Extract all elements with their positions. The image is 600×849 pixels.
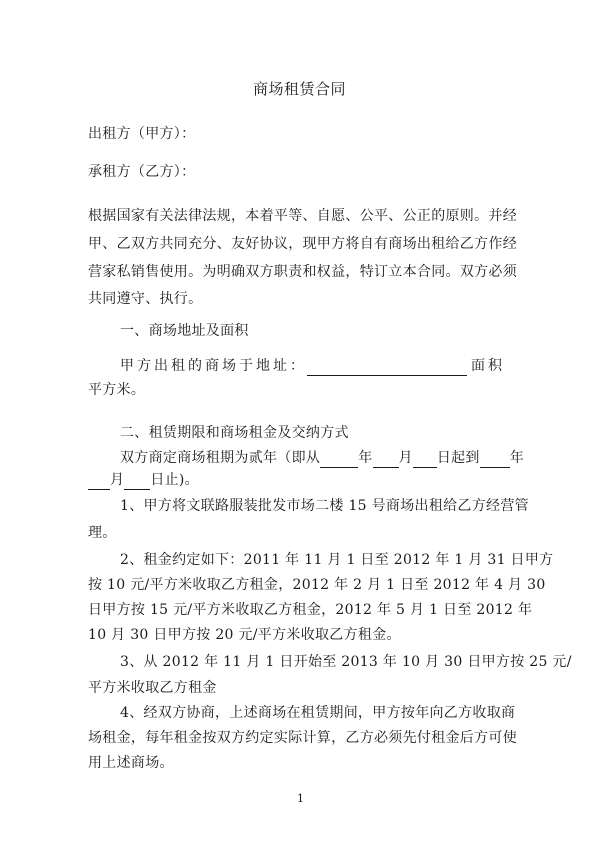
month-label: 月 [398,450,413,466]
item2-line: 2、租金约定如下：2011 年 11 月 1 日至 2012 年 1 月 31 日甲方 [120,552,554,568]
item2-line: 日甲方按 15 元/平方米收取乙方租金，2012 年 5 月 1 日至 2012 年 [88,602,533,618]
preamble-line: 根据国家有关法律法规，本着平等、自愿、公平、公正的原则。并经 [88,208,517,224]
item3-line: 3、从 2012 年 11 月 1 日开始至 2013 年 10 月 30 日甲方按 25 元/ [120,654,572,670]
item4-line: 场租金，每年租金按双方约定实际计算，乙方必须先付租金后方可使 [88,730,517,746]
page-number: 1 [297,792,304,805]
term-line-2 [88,470,199,490]
section1-heading: 一、商场地址及面积 [120,323,249,339]
day-end-label: 日止)。 [150,472,199,488]
item4-line: 4、经双方协商，上述商场在租赁期间，甲方按年向乙方收取商 [120,705,516,721]
start-month-blank[interactable] [373,453,399,468]
item2-line: 10 月 30 日甲方按 20 元/平方米收取乙方租金。 [88,627,401,643]
lessee-label: 承租方（乙方）： [88,164,196,180]
address-prefix: 甲方出租的商场于地址： [120,358,307,374]
preamble-line: 甲、乙双方共同充分、友好协议，现甲方将自有商场出租给乙方作经 [88,236,517,252]
term-line [120,448,524,468]
lessor-label: 出租方（甲方）： [88,126,196,142]
area-unit: 平方米。 [88,382,146,398]
item1-line: 理。 [88,525,117,541]
end-year-blank[interactable] [480,453,510,468]
start-day-blank[interactable] [413,453,437,468]
preamble-line: 营家私销售使用。为明确双方职责和权益，特订立本合同。双方必须 [88,264,517,280]
section2-heading: 二、租赁期限和商场租金及交纳方式 [120,425,349,441]
item4-line: 用上述商场。 [88,755,174,771]
month-label-2: 月 [110,472,125,488]
start-year-blank[interactable] [320,453,358,468]
area-label: 面积 [471,358,505,374]
document-title: 商场租赁合同 [253,80,347,98]
end-day-blank[interactable] [124,475,150,490]
preamble-line: 共同遵守、执行。 [88,291,203,307]
item2-line: 按 10 元/平方米收取乙方租金，2012 年 2 月 1 日至 2012 年 4 月 30 [88,577,546,593]
year-label: 年 [358,450,373,466]
item3-line: 平方米收取乙方租金 [88,680,217,696]
address-line [120,356,505,376]
item1-line: 1、甲方将文联路服装批发市场二楼 15 号商场出租给乙方经营管 [120,498,529,514]
end-month-blank[interactable] [88,475,110,490]
year-label-2: 年 [509,450,525,466]
day-from-label: 日起到 [436,450,480,466]
term-text: 双方商定商场租期为贰年（即从 [120,450,321,466]
address-blank[interactable] [307,361,467,376]
